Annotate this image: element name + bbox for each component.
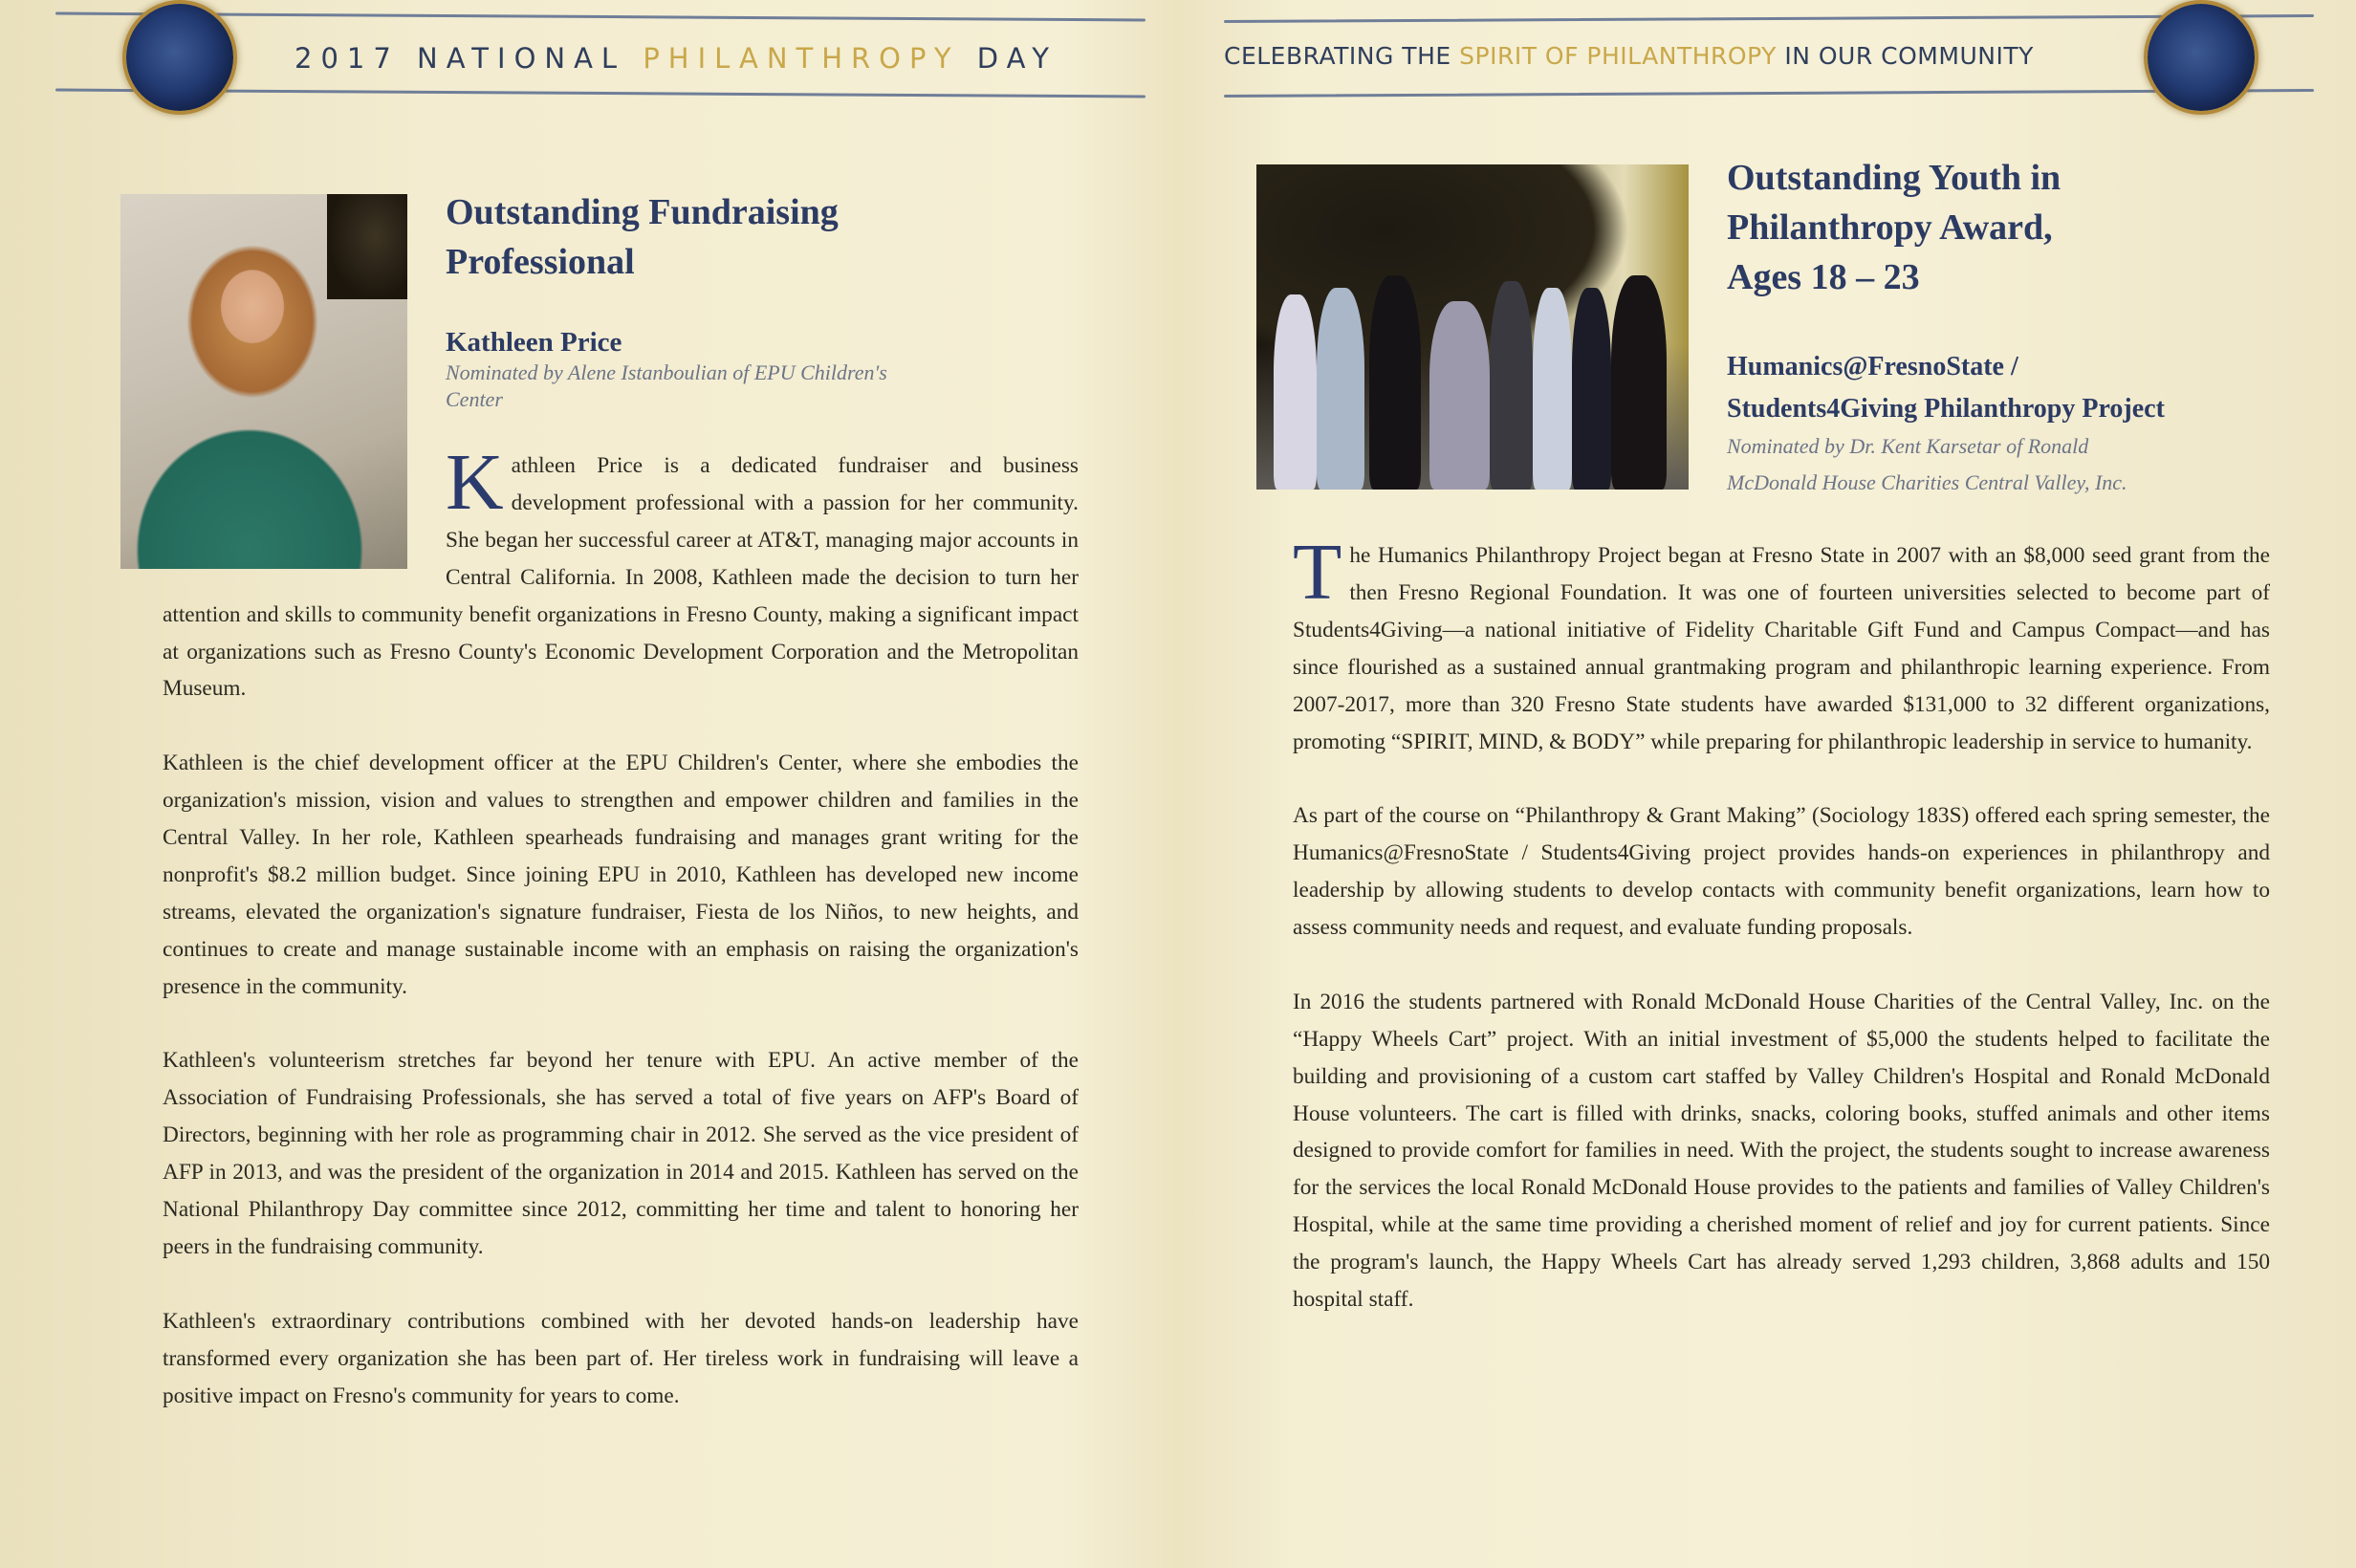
header-title-part3: IN OUR COMMUNITY	[1784, 42, 2034, 70]
award-title-line2: Philanthropy Award,	[1727, 207, 2053, 248]
header-rule-top	[1224, 14, 2314, 23]
paragraph-1-text: he Humanics Philanthropy Project began at Fresno State in 2007 with an $8,000 seed grant from the then Fresno Regional Foundation. It was one of fourteen universities selected to become part of Students4Giving—a national initiative of Fidelity Charitable Gift Fund and Campus Compact—and has since flourished as a sustained annual grantmaking program and philanthropic learning experience. From 2007-2017, more than 320 Fresno State students have awarded $131,000 to 32 different organizations, promoting “SPIRIT, MIND, & BODY” while preparing for philanthropic leadership in service to humanity.	[1293, 543, 2270, 754]
right-page	[1178, 0, 2356, 1568]
group-photo	[1256, 164, 1689, 490]
dropcap-letter: T	[1293, 528, 1342, 617]
paragraph-2: Kathleen is the chief development officer at the EPU Children's Center, where she embodies the organization's mission, vision and values to strengthen and empower children and families in the Central Valley. In her role, Kathleen spearheads fundraising and manages grant writing for the nonprofit's $8.2 million budget. Since joining EPU in 2010, Kathleen has developed new income streams, elevated the organization's signature fundraiser, Fiesta de los Niños, to new heights, and continues to create and manage sustainable income with an emphasis on raising the organization's presence in the community.	[163, 751, 1079, 999]
nominator-text	[1727, 428, 2127, 501]
honoree-line2: Students4Giving Philanthropy Project	[1727, 394, 2165, 424]
award-title	[1727, 153, 2061, 302]
paragraph-2: As part of the course on “Philanthropy & Grant Making” (Sociology 183S) offered each spring semester, the Humanics@FresnoState / Students4Giving project provides hands-on experiences in philanthropy and leadership by allowing students to develop contacts with community benefit organizations, learn how to assess community needs and request, and evaluate funding proposals.	[1293, 803, 2270, 941]
photo-wrap-spacer	[163, 447, 446, 577]
header-rule-bottom	[1224, 89, 2314, 98]
paragraph-3: Kathleen's volunteerism stretches far beyond her tenure with EPU. An active member of the Association of Fundraising Professionals, she has served a total of five years on AFP's Board of Directors, beginning with her role as programming chair in 2012. She served as the vice president of AFP in 2013, and was the president of the organization in 2014 and 2015. Kathleen has served on the National Philanthropy Day committee since 2012, committing her time and talent to honoring her peers in the fundraising community.	[163, 1048, 1079, 1259]
header-title-part1: CELEBRATING THE	[1224, 42, 1451, 70]
decorative-disc-icon	[126, 4, 233, 111]
dropcap-letter: K	[446, 438, 504, 527]
paragraph-4: Kathleen's extraordinary contributions combined with her devoted hands-on leadership have transformed every organization she has been part of. Her tireless work in fundraising will leave a positive impact on Fresno's community for years to come.	[163, 1308, 1079, 1408]
award-title-line2: Professional	[446, 242, 635, 282]
honoree-name	[1727, 346, 2165, 430]
header-title-gold: PHILANTHROPY	[643, 42, 960, 75]
award-title	[446, 187, 839, 287]
award-title-line1: Outstanding Youth in	[1727, 158, 2062, 198]
article-body	[1293, 528, 2270, 1318]
nominator-line1: Nominated by Alene Istanboulian of EPU Children's	[446, 360, 887, 384]
paragraph-3: In 2016 the students partnered with Ronald McDonald House Charities of the Central Valley, Inc. on the “Happy Wheels Cart” project. With an initial investment of $5,000 the students helped to facilitate the building and provisioning of a custom cart staffed by Valley Children's Hospital and Ronald McDonald House volunteers. The cart is filled with drinks, snacks, coloring books, stuffed animals and other items designed to provide comfort for families in need. With the project, the students sought to increase awareness for the services the local Ronald McDonald House provides to the patients and families of Valley Children's Hospital, while at the same time providing a cherished moment of relief and joy for current patients. Since the program's launch, the Happy Wheels Cart has already served 1,293 children, 3,868 adults and 150 hospital staff.	[1293, 989, 2270, 1313]
award-title-line3: Ages 18 – 23	[1727, 257, 1920, 297]
award-title-line1: Outstanding Fundraising	[446, 192, 839, 232]
nominator-line2: McDonald House Charities Central Valley, Inc.	[1727, 470, 2127, 494]
header-title	[294, 42, 1058, 75]
honoree-line1: Humanics@FresnoState /	[1727, 352, 2018, 381]
nominator-text	[446, 359, 1019, 413]
nominator-line2: Center	[446, 387, 503, 411]
paragraph-1	[1293, 528, 2270, 760]
header-title-gold: SPIRIT OF PHILANTHROPY	[1459, 42, 1777, 70]
paragraph-1-text: athleen Price is a dedicated fundraiser and business development professional with a passion for her community. She began her successful career at AT&T, managing major accounts in Central California. In 2008, Kathleen made the decision to turn her attention and skills to community benefit organizations in Fresno County, making a significant impact at organizations such as Fresno County's Economic Development Corporation and the Metropolitan Museum.	[163, 453, 1079, 702]
article-body	[163, 438, 1079, 1415]
header-title	[1224, 42, 2034, 70]
nominator-line1: Nominated by Dr. Kent Karsetar of Ronald	[1727, 434, 2089, 458]
honoree-name: Kathleen Price	[446, 327, 622, 358]
decorative-disc-icon	[2148, 4, 2255, 111]
header-title-part1: 2017 NATIONAL	[294, 42, 626, 75]
header-title-part3: DAY	[976, 42, 1058, 75]
